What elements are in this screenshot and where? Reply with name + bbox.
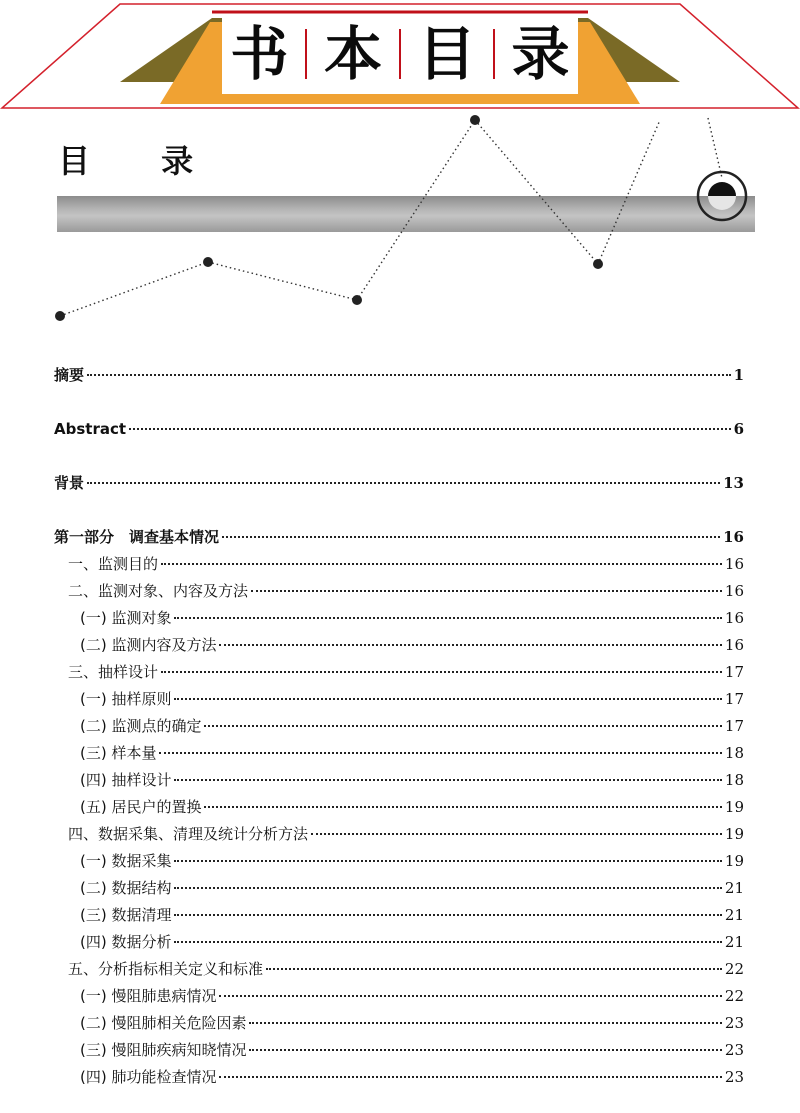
toc-entry-title: (二) 监测内容及方法 xyxy=(80,636,217,654)
toc-entry-title: (二) 数据结构 xyxy=(80,879,172,897)
toc-leader-dots xyxy=(174,697,721,700)
toc-entry-title: (一) 抽样原则 xyxy=(80,690,172,708)
toc-entry[interactable] xyxy=(80,716,744,736)
toc-entry-page: 23 xyxy=(724,1068,744,1086)
toc-entry-title: (五) 居民户的置换 xyxy=(80,798,202,816)
page-title: 目 录 xyxy=(58,142,224,180)
toc-entry-title: (三) 慢阻肺疾病知晓情况 xyxy=(80,1041,247,1059)
toc-leader-dots xyxy=(174,913,721,916)
toc-entry[interactable] xyxy=(68,662,744,682)
toc-entry[interactable] xyxy=(80,851,744,871)
toc-entry-title: 四、数据采集、清理及统计分析方法 xyxy=(68,825,309,843)
toc-entry-title: 一、监测目的 xyxy=(68,555,159,573)
toc-entry-page: 16 xyxy=(723,528,744,546)
toc-entry-page: 17 xyxy=(724,663,744,681)
toc-entry-page: 18 xyxy=(724,744,744,762)
toc-entry-title: 背景 xyxy=(54,474,85,492)
toc-leader-dots xyxy=(219,643,721,646)
toc-entry-title: Abstract xyxy=(54,420,127,438)
toc-entry-title: (四) 抽样设计 xyxy=(80,771,172,789)
toc-leader-dots xyxy=(174,859,721,862)
toc-entry-title: 三、抽样设计 xyxy=(68,663,159,681)
toc-leader-dots xyxy=(204,724,721,727)
banner-char: 书 xyxy=(230,20,289,88)
toc-leader-dots xyxy=(174,940,721,943)
toc-entry[interactable] xyxy=(80,689,744,709)
toc-entry-page: 22 xyxy=(724,987,744,1005)
toc-leader-dots xyxy=(87,481,720,484)
toc-entry-title: 第一部分 调查基本情况 xyxy=(54,528,220,546)
toc-entry[interactable] xyxy=(68,824,744,844)
toc-entry-page: 23 xyxy=(724,1041,744,1059)
toc-entry[interactable] xyxy=(54,365,744,385)
toc-entry-title: (一) 数据采集 xyxy=(80,852,172,870)
toc-leader-dots xyxy=(87,373,731,376)
toc-leader-dots xyxy=(222,535,720,538)
toc-entry-title: (三) 样本量 xyxy=(80,744,157,762)
toc-entry-page: 21 xyxy=(724,933,744,951)
toc-entry[interactable] xyxy=(80,1013,744,1033)
toc-entry-page: 21 xyxy=(724,906,744,924)
toc-leader-dots xyxy=(249,1021,721,1024)
toc-entry-page: 22 xyxy=(724,960,744,978)
toc-entry[interactable] xyxy=(54,473,744,493)
toc-entry-page: 17 xyxy=(724,690,744,708)
toc-entry[interactable] xyxy=(80,743,744,763)
banner-char: 目 xyxy=(417,20,476,88)
toc-entry-page: 16 xyxy=(724,555,744,573)
toc-leader-dots xyxy=(251,589,722,592)
toc-entry-page: 13 xyxy=(723,474,744,492)
toc-entry-title: (四) 肺功能检查情况 xyxy=(80,1068,217,1086)
toc-entry-page: 19 xyxy=(724,852,744,870)
toc-leader-dots xyxy=(174,886,721,889)
toc-leader-dots xyxy=(204,805,721,808)
toc-entry[interactable] xyxy=(54,419,744,439)
toc-entry-page: 16 xyxy=(724,636,744,654)
toc-entry[interactable] xyxy=(80,1067,744,1087)
toc-leader-dots xyxy=(159,751,721,754)
toc-leader-dots xyxy=(161,562,722,565)
toc-entry-page: 16 xyxy=(724,609,744,627)
toc-entry[interactable] xyxy=(68,959,744,979)
toc-entry[interactable] xyxy=(80,878,744,898)
toc-entry-page: 1 xyxy=(733,366,744,384)
toc-entry[interactable] xyxy=(80,635,744,655)
toc-entry-page: 23 xyxy=(724,1014,744,1032)
toc-entry-page: 19 xyxy=(724,825,744,843)
toc-leader-dots xyxy=(129,427,731,430)
toc-entry-title: (二) 监测点的确定 xyxy=(80,717,202,735)
toc-entry-page: 6 xyxy=(733,420,744,438)
toc-entry[interactable] xyxy=(80,770,744,790)
toc-entry-title: (一) 慢阻肺患病情况 xyxy=(80,987,217,1005)
toc-entry[interactable] xyxy=(80,797,744,817)
banner-char: 录 xyxy=(511,20,570,88)
toc-entry-title: 五、分析指标相关定义和标准 xyxy=(68,960,264,978)
toc-entry[interactable] xyxy=(68,581,744,601)
toc-leader-dots xyxy=(174,616,721,619)
toc-leader-dots xyxy=(266,967,722,970)
toc-entry-title: (二) 慢阻肺相关危险因素 xyxy=(80,1014,247,1032)
toc-entry-page: 21 xyxy=(724,879,744,897)
toc-entry-title: (四) 数据分析 xyxy=(80,933,172,951)
toc-leader-dots xyxy=(174,778,721,781)
toc-leader-dots xyxy=(219,994,721,997)
toc-entry-page: 19 xyxy=(724,798,744,816)
toc-entry-page: 18 xyxy=(724,771,744,789)
toc-entry-page: 17 xyxy=(724,717,744,735)
toc-entry[interactable] xyxy=(80,932,744,952)
toc-entry-title: (一) 监测对象 xyxy=(80,609,172,627)
banner-char: 本 xyxy=(324,20,383,88)
toc-entry-title: 二、监测对象、内容及方法 xyxy=(68,582,249,600)
toc-entry-page: 16 xyxy=(724,582,744,600)
toc-leader-dots xyxy=(161,670,722,673)
toc-entry[interactable] xyxy=(80,608,744,628)
toc-leader-dots xyxy=(249,1048,721,1051)
toc-entry-title: (三) 数据清理 xyxy=(80,906,172,924)
toc-entry[interactable] xyxy=(80,986,744,1006)
toc-entry[interactable] xyxy=(54,527,744,547)
toc-entry[interactable] xyxy=(68,554,744,574)
toc-leader-dots xyxy=(311,832,722,835)
toc-entry[interactable] xyxy=(80,905,744,925)
toc-entry-title: 摘要 xyxy=(54,366,85,384)
toc-entry[interactable] xyxy=(80,1040,744,1060)
toc-leader-dots xyxy=(219,1075,721,1078)
